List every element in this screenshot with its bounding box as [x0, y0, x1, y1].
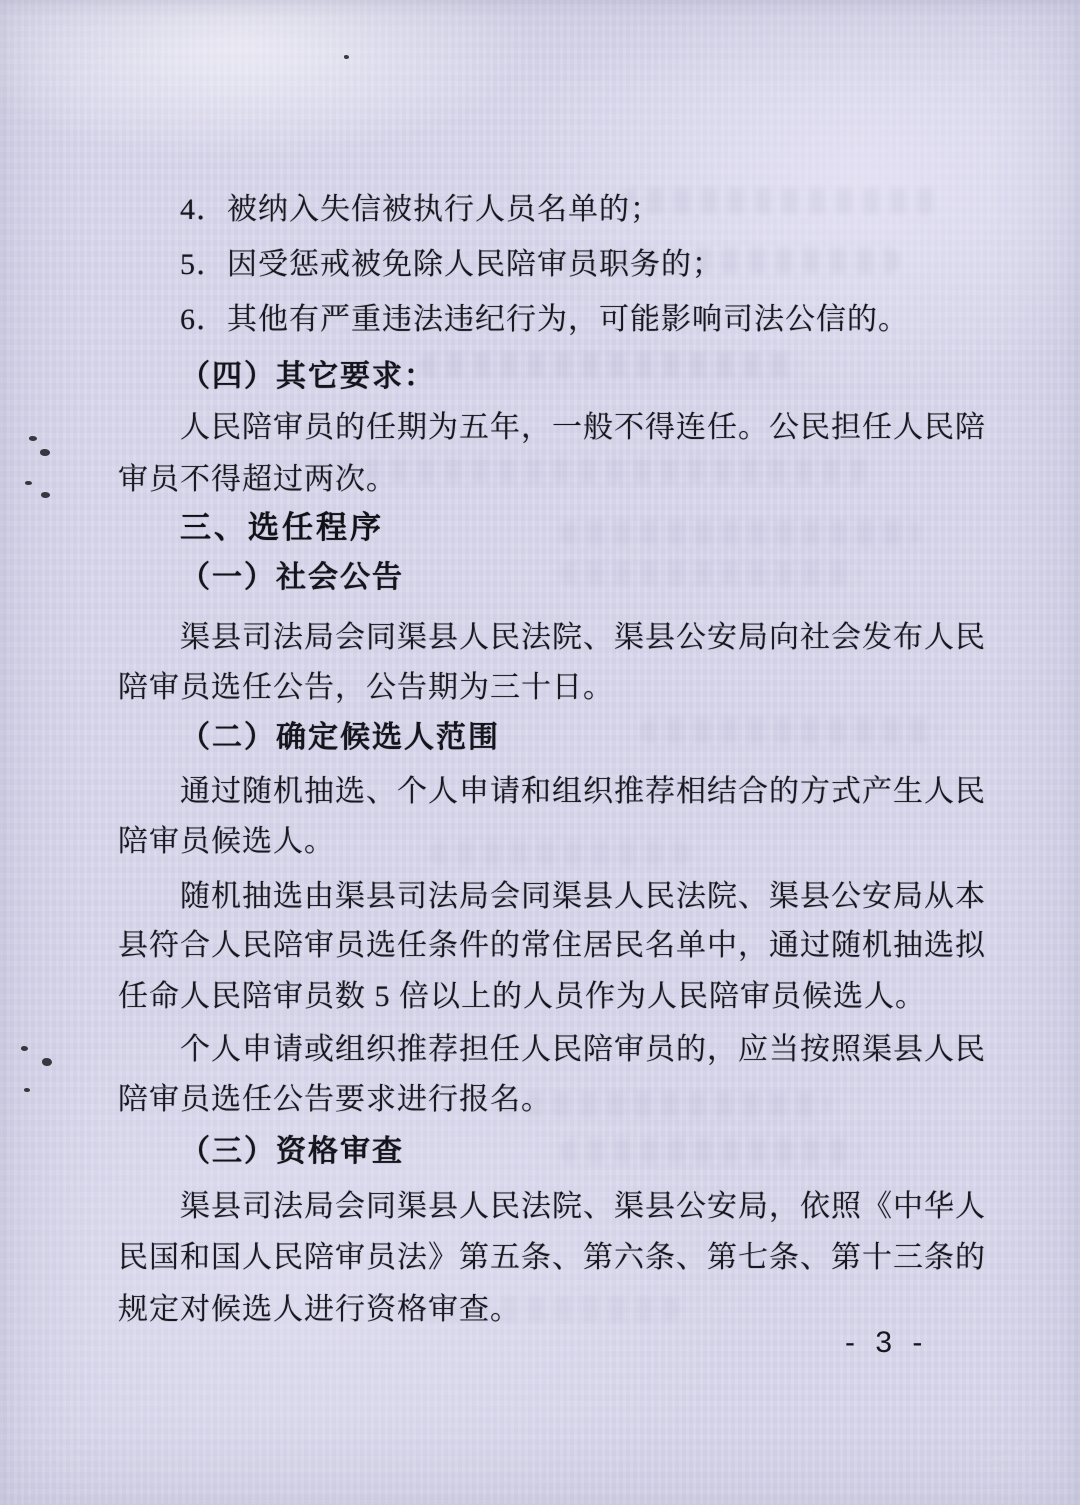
bleed-through-smudge [560, 560, 860, 586]
subsection-heading-2: （二）确定候选人范围 [180, 721, 500, 754]
list-item-6: 6．其他有严重违法违纪行为，可能影响司法公信的。 [180, 303, 909, 336]
ink-speck [29, 436, 37, 441]
ink-speck [41, 492, 50, 498]
ink-speck [25, 481, 32, 485]
paragraph-line: 民国和国人民陪审员法》第五条、第六条、第七条、第十三条的 [118, 1241, 986, 1274]
paragraph-line: 陪审员选任公告要求进行报名。 [118, 1083, 552, 1116]
bleed-through-smudge [560, 1138, 860, 1164]
list-item-5: 5．因受惩戒被免除人民陪审员职务的； [180, 248, 723, 281]
paragraph-line: 陪审员选任公告，公告期为三十日。 [118, 671, 614, 704]
paragraph-line: 任命人民陪审员数 5 倍以上的人员作为人民陪审员候选人。 [118, 980, 926, 1013]
paragraph-line: 个人申请或组织推荐担任人民陪审员的，应当按照渠县人民 [180, 1033, 986, 1066]
subsection-heading-1: （一）社会公告 [180, 561, 404, 594]
paragraph-line: 陪审员候选人。 [118, 825, 335, 858]
paragraph-line: 审员不得超过两次。 [118, 463, 397, 496]
bleed-through-smudge [560, 520, 920, 546]
ink-speck [21, 1046, 28, 1051]
bleed-through-smudge [620, 188, 940, 214]
paragraph-line: 渠县司法局会同渠县人民法院、渠县公安局，依照《中华人 [180, 1190, 986, 1223]
bleed-through-smudge [430, 840, 690, 866]
bleed-through-smudge [420, 352, 800, 378]
ink-speck [40, 449, 50, 456]
section-heading-3: 三、选任程序 [180, 510, 384, 545]
bleed-through-smudge [640, 718, 940, 744]
paragraph-line: 渠县司法局会同渠县人民法院、渠县公安局向社会发布人民 [180, 621, 986, 654]
list-item-4: 4．被纳入失信被执行人员名单的； [180, 193, 661, 226]
paragraph-line: 通过随机抽选、个人申请和组织推荐相结合的方式产生人民 [180, 775, 986, 808]
paragraph-line: 人民陪审员的任期为五年，一般不得连任。公民担任人民陪 [180, 411, 986, 444]
ink-speck [42, 1058, 52, 1066]
paragraph-line: 规定对候选人进行资格审查。 [118, 1293, 521, 1326]
ink-speck [344, 55, 349, 59]
ink-speck [24, 1088, 30, 1092]
paragraph-line: 随机抽选由渠县司法局会同渠县人民法院、渠县公安局从本 [180, 880, 986, 913]
subsection-heading-3: （三）资格审查 [180, 1135, 404, 1168]
page-number: - 3 - [845, 1326, 929, 1359]
subsection-heading-4: （四）其它要求： [180, 360, 436, 393]
paragraph-line: 县符合人民陪审员选任条件的常住居民名单中，通过随机抽选拟 [118, 929, 986, 962]
